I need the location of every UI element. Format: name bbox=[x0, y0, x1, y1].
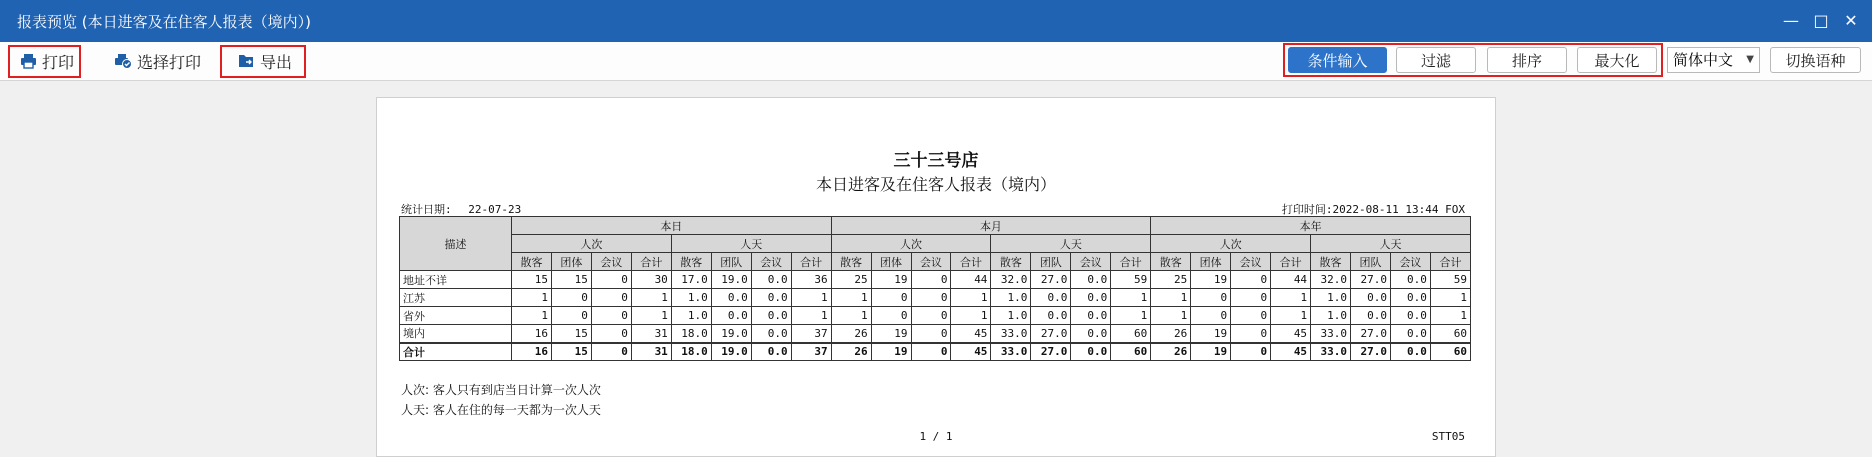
table-cell: 17.0 bbox=[671, 271, 711, 289]
print-time-label: 打印时间: bbox=[1281, 203, 1333, 216]
title-bar bbox=[0, 0, 1872, 42]
column-header: 团体 bbox=[1191, 253, 1231, 271]
window-title: 报表预览 (本日进客及在住客人报表（境内）) bbox=[17, 13, 311, 31]
table-cell: 0.0 bbox=[1390, 307, 1430, 325]
table-cell: 1 bbox=[1430, 289, 1470, 307]
column-header: 团体 bbox=[871, 253, 911, 271]
table-cell: 15 bbox=[551, 343, 591, 361]
table-cell: 30 bbox=[631, 271, 671, 289]
table-cell: 0.0 bbox=[1071, 271, 1111, 289]
subgroup-header: 人天 bbox=[671, 235, 831, 253]
preview-area[interactable] bbox=[0, 81, 1872, 443]
table-cell: 15 bbox=[551, 271, 591, 289]
table-cell: 1 bbox=[1271, 289, 1311, 307]
table-cell: 32.0 bbox=[991, 271, 1031, 289]
column-header: 合计 bbox=[1111, 253, 1151, 271]
table-cell: 45 bbox=[951, 325, 991, 343]
period-header: 本月 bbox=[831, 217, 1151, 235]
table-cell: 0 bbox=[1231, 289, 1271, 307]
table-cell: 1 bbox=[1151, 289, 1191, 307]
table-cell: 19.0 bbox=[711, 325, 751, 343]
table-cell: 0 bbox=[1231, 325, 1271, 343]
column-header: 散客 bbox=[1151, 253, 1191, 271]
table-cell: 0.0 bbox=[1351, 307, 1391, 325]
table-cell: 1 bbox=[1111, 307, 1151, 325]
table-row bbox=[400, 343, 1471, 361]
subgroup-header: 人次 bbox=[512, 235, 672, 253]
report-title: 本日进客及在住客人报表（境内） bbox=[815, 175, 1056, 194]
note-rentian: 人天: 客人在住的每一天都为一次人天 bbox=[401, 403, 601, 417]
table-cell: 27.0 bbox=[1351, 343, 1391, 361]
export-highlight bbox=[220, 45, 306, 78]
restore-icon[interactable]: □ bbox=[1813, 11, 1829, 30]
table-cell: 0 bbox=[551, 289, 591, 307]
column-header: 团队 bbox=[1031, 253, 1071, 271]
table-cell: 0.0 bbox=[1390, 289, 1430, 307]
table-cell: 1.0 bbox=[991, 307, 1031, 325]
table-cell: 1.0 bbox=[671, 289, 711, 307]
table-cell: 15 bbox=[551, 325, 591, 343]
table-cell: 31 bbox=[631, 343, 671, 361]
table-row bbox=[400, 289, 1471, 307]
table-cell: 0.0 bbox=[751, 289, 791, 307]
report-code: STT05 bbox=[1431, 430, 1465, 443]
table-cell: 33.0 bbox=[991, 325, 1031, 343]
table-cell: 15 bbox=[512, 271, 552, 289]
print-time-value: 2022-08-11 13:44 FOX bbox=[1332, 203, 1465, 216]
column-header: 合计 bbox=[791, 253, 831, 271]
table-cell: 0 bbox=[911, 289, 951, 307]
table-cell: 19 bbox=[871, 325, 911, 343]
table-cell: 26 bbox=[831, 343, 871, 361]
table-cell: 0 bbox=[911, 307, 951, 325]
column-header: 合计 bbox=[1430, 253, 1470, 271]
subgroup-header: 人次 bbox=[831, 235, 991, 253]
table-cell: 27.0 bbox=[1031, 271, 1071, 289]
column-header: 合计 bbox=[1271, 253, 1311, 271]
column-header: 团队 bbox=[711, 253, 751, 271]
table-cell: 0.0 bbox=[1351, 289, 1391, 307]
table-cell: 19 bbox=[1191, 343, 1231, 361]
period-header: 本日 bbox=[512, 217, 832, 235]
table-cell: 0.0 bbox=[1031, 307, 1071, 325]
table-cell: 44 bbox=[1271, 271, 1311, 289]
table-cell: 0.0 bbox=[1071, 325, 1111, 343]
table-cell: 33.0 bbox=[991, 343, 1031, 361]
table-cell: 0 bbox=[911, 271, 951, 289]
column-header: 散客 bbox=[512, 253, 552, 271]
table-cell: 26 bbox=[831, 325, 871, 343]
table-cell: 0 bbox=[911, 325, 951, 343]
stat-date-value: 22-07-23 bbox=[468, 203, 522, 216]
maximize-button[interactable]: 最大化 bbox=[1577, 47, 1657, 73]
table-cell: 1 bbox=[1271, 307, 1311, 325]
table-cell: 27.0 bbox=[1351, 271, 1391, 289]
table-cell: 0 bbox=[591, 343, 631, 361]
table-cell: 19 bbox=[871, 271, 911, 289]
sort-button[interactable]: 排序 bbox=[1487, 47, 1567, 73]
table-cell: 1 bbox=[1430, 307, 1470, 325]
print-time bbox=[1282, 201, 1465, 217]
select-print-button[interactable] bbox=[114, 47, 201, 75]
store-name: 三十三号店 bbox=[893, 151, 979, 171]
close-icon[interactable]: ✕ bbox=[1844, 11, 1858, 30]
table-row bbox=[400, 307, 1471, 325]
note-renci: 人次: 客人只有到店当日计算一次人次 bbox=[401, 383, 601, 397]
column-header: 散客 bbox=[991, 253, 1031, 271]
table-cell: 60 bbox=[1111, 343, 1151, 361]
table-cell: 1 bbox=[791, 289, 831, 307]
select-print-label: 选择打印 bbox=[137, 52, 202, 72]
table-cell: 18.0 bbox=[671, 343, 711, 361]
table-cell: 1 bbox=[631, 307, 671, 325]
row-label: 地址不详 bbox=[400, 271, 512, 289]
column-header: 会议 bbox=[1231, 253, 1271, 271]
table-cell: 1 bbox=[951, 307, 991, 325]
report-table bbox=[399, 216, 1471, 361]
stat-date bbox=[401, 201, 521, 217]
table-cell: 19 bbox=[1191, 325, 1231, 343]
table-cell: 19.0 bbox=[711, 343, 751, 361]
table-cell: 16 bbox=[512, 343, 552, 361]
table-cell: 1.0 bbox=[1311, 289, 1351, 307]
table-cell: 1 bbox=[512, 307, 552, 325]
desc-header: 描述 bbox=[400, 217, 512, 271]
table-cell: 16 bbox=[512, 325, 552, 343]
table-cell: 0.0 bbox=[711, 289, 751, 307]
table-cell: 0.0 bbox=[751, 307, 791, 325]
table-cell: 37 bbox=[791, 343, 831, 361]
table-cell: 1 bbox=[512, 289, 552, 307]
table-cell: 0 bbox=[871, 289, 911, 307]
column-header: 会议 bbox=[1071, 253, 1111, 271]
column-header: 会议 bbox=[1390, 253, 1430, 271]
table-cell: 31 bbox=[631, 325, 671, 343]
column-header: 合计 bbox=[951, 253, 991, 271]
table-cell: 36 bbox=[791, 271, 831, 289]
language-value: 简体中文 bbox=[1673, 51, 1734, 69]
column-header: 合计 bbox=[631, 253, 671, 271]
table-cell: 1 bbox=[791, 307, 831, 325]
condition-input-button[interactable]: 条件输入 bbox=[1288, 47, 1387, 73]
table-cell: 25 bbox=[831, 271, 871, 289]
row-label: 省外 bbox=[400, 307, 512, 325]
table-cell: 0.0 bbox=[1071, 307, 1111, 325]
table-cell: 0 bbox=[1231, 307, 1271, 325]
stat-date-label: 统计日期: bbox=[401, 203, 452, 216]
table-cell: 27.0 bbox=[1351, 325, 1391, 343]
table-cell: 59 bbox=[1430, 271, 1470, 289]
table-cell: 27.0 bbox=[1031, 325, 1071, 343]
switch-language-button[interactable]: 切换语种 bbox=[1770, 47, 1861, 73]
column-header: 会议 bbox=[591, 253, 631, 271]
table-cell: 0 bbox=[591, 325, 631, 343]
print-label: 打印 bbox=[42, 52, 75, 72]
select-print-icon bbox=[114, 53, 132, 69]
table-cell: 0 bbox=[591, 307, 631, 325]
column-header: 会议 bbox=[911, 253, 951, 271]
table-cell: 0 bbox=[1231, 271, 1271, 289]
table-cell: 0.0 bbox=[751, 271, 791, 289]
table-cell: 19 bbox=[871, 343, 911, 361]
table-cell: 60 bbox=[1111, 325, 1151, 343]
column-header: 团体 bbox=[551, 253, 591, 271]
table-cell: 0 bbox=[871, 307, 911, 325]
row-label: 合计 bbox=[400, 343, 512, 361]
table-cell: 44 bbox=[951, 271, 991, 289]
table-cell: 1.0 bbox=[1311, 307, 1351, 325]
table-cell: 37 bbox=[791, 325, 831, 343]
column-header: 散客 bbox=[671, 253, 711, 271]
table-cell: 0 bbox=[1191, 289, 1231, 307]
table-cell: 25 bbox=[1151, 271, 1191, 289]
table-cell: 0.0 bbox=[1071, 289, 1111, 307]
table-cell: 60 bbox=[1430, 325, 1470, 343]
subgroup-header: 人次 bbox=[1151, 235, 1311, 253]
table-cell: 0.0 bbox=[751, 325, 791, 343]
table-cell: 1.0 bbox=[671, 307, 711, 325]
table-cell: 0.0 bbox=[1031, 289, 1071, 307]
table-row bbox=[400, 325, 1471, 343]
export-label: 导出 bbox=[260, 52, 293, 72]
column-header: 散客 bbox=[831, 253, 871, 271]
table-cell: 0 bbox=[591, 289, 631, 307]
table-cell: 26 bbox=[1151, 325, 1191, 343]
table-cell: 0.0 bbox=[711, 307, 751, 325]
table-cell: 18.0 bbox=[671, 325, 711, 343]
table-cell: 1 bbox=[1151, 307, 1191, 325]
row-label: 江苏 bbox=[400, 289, 512, 307]
table-cell: 0 bbox=[551, 307, 591, 325]
table-cell: 32.0 bbox=[1311, 271, 1351, 289]
table-row bbox=[400, 271, 1471, 289]
table-cell: 1.0 bbox=[991, 289, 1031, 307]
column-header: 团队 bbox=[1351, 253, 1391, 271]
table-cell: 0.0 bbox=[751, 343, 791, 361]
filter-button[interactable]: 过滤 bbox=[1396, 47, 1476, 73]
table-cell: 59 bbox=[1111, 271, 1151, 289]
table-cell: 45 bbox=[1271, 325, 1311, 343]
table-cell: 1 bbox=[951, 289, 991, 307]
table-cell: 0 bbox=[911, 343, 951, 361]
table-cell: 0.0 bbox=[1390, 325, 1430, 343]
table-cell: 33.0 bbox=[1311, 343, 1351, 361]
row-label: 境内 bbox=[400, 325, 512, 343]
table-cell: 0.0 bbox=[1390, 271, 1430, 289]
table-cell: 1 bbox=[631, 289, 671, 307]
table-cell: 0 bbox=[591, 271, 631, 289]
toolbar bbox=[0, 42, 1872, 81]
page-indicator: 1 / 1 bbox=[919, 430, 953, 443]
table-cell: 60 bbox=[1430, 343, 1470, 361]
table-cell: 19.0 bbox=[711, 271, 751, 289]
table-cell: 1 bbox=[831, 289, 871, 307]
chevron-down-icon: ▼ bbox=[1746, 54, 1754, 65]
subgroup-header: 人天 bbox=[991, 235, 1151, 253]
column-header: 会议 bbox=[751, 253, 791, 271]
minimize-icon[interactable]: — bbox=[1783, 11, 1799, 30]
period-header: 本年 bbox=[1151, 217, 1471, 235]
table-cell: 26 bbox=[1151, 343, 1191, 361]
report-page bbox=[376, 97, 1496, 457]
table-cell: 0 bbox=[1191, 307, 1231, 325]
column-header: 散客 bbox=[1311, 253, 1351, 271]
table-cell: 27.0 bbox=[1031, 343, 1071, 361]
language-select[interactable] bbox=[1667, 47, 1760, 73]
print-highlight bbox=[8, 45, 81, 78]
table-cell: 1 bbox=[831, 307, 871, 325]
table-cell: 0.0 bbox=[1071, 343, 1111, 361]
table-cell: 45 bbox=[951, 343, 991, 361]
table-cell: 19 bbox=[1191, 271, 1231, 289]
table-cell: 1 bbox=[1111, 289, 1151, 307]
table-cell: 45 bbox=[1271, 343, 1311, 361]
subgroup-header: 人天 bbox=[1311, 235, 1471, 253]
table-cell: 0 bbox=[1231, 343, 1271, 361]
table-cell: 33.0 bbox=[1311, 325, 1351, 343]
table-cell: 0.0 bbox=[1390, 343, 1430, 361]
